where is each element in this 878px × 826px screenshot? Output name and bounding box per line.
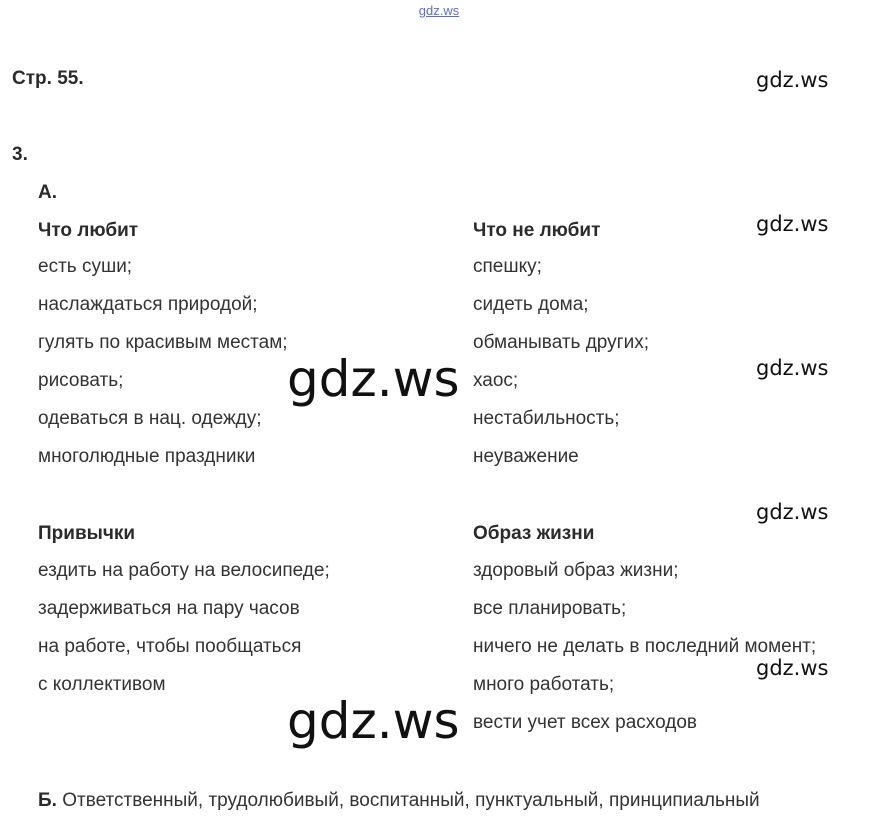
list-item: рисовать; [38,370,124,391]
list-item: наслаждаться природой; [38,294,258,315]
list-item: много работать; [473,674,615,695]
watermark-side: gdz.ws [756,500,829,524]
list-item: ничего не делать в последний момент; [473,636,817,657]
list-item: многолюдные праздники [38,446,256,467]
list-item: вести учет всех расходов [473,712,697,733]
list-item: есть суши; [38,256,133,277]
part-a-label: А. [38,182,57,203]
watermark-top: gdz.ws [418,3,460,18]
part-b-label: Б. [38,790,57,811]
list-item: спешку; [473,256,542,277]
dislikes-list [473,248,649,476]
watermark-side: gdz.ws [756,356,829,380]
habits-title: Привычки [38,523,136,544]
likes-list [38,248,288,476]
part-b-text: Ответственный, трудолюбивый, воспитанный, пунктуальный, принципиальный [62,790,760,811]
list-item: одеваться в нац. одежду; [38,408,262,429]
habits-list [38,552,330,704]
part-b-answer [38,790,760,812]
lifestyle-title: Образ жизни [473,523,595,544]
watermark-side: gdz.ws [756,212,829,236]
list-item: неуважение [473,446,579,467]
list-item: сидеть дома; [473,294,589,315]
task-number: 3. [12,144,28,165]
list-item: гулять по красивым местам; [38,332,288,353]
watermark-big: gdz.ws [287,350,460,408]
page-heading: Стр. 55. [12,68,84,89]
dislikes-title: Что не любит [473,220,601,241]
list-item: хаос; [473,370,519,391]
list-item: нестабильность; [473,408,620,429]
list-item: ездить на работу на велосипеде; [38,560,330,581]
likes-title: Что любит [38,220,139,241]
list-item: с коллективом [38,674,166,695]
lifestyle-list [473,552,816,742]
list-item: задерживаться на пару часов [38,598,300,619]
watermark-big: gdz.ws [287,692,460,750]
list-item: все планировать; [473,598,627,619]
list-item: здоровый образ жизни; [473,560,679,581]
list-item: на работе, чтобы пообщаться [38,636,302,657]
list-item: обманывать других; [473,332,649,353]
watermark-side: gdz.ws [756,68,829,92]
watermark-side: gdz.ws [756,656,829,680]
